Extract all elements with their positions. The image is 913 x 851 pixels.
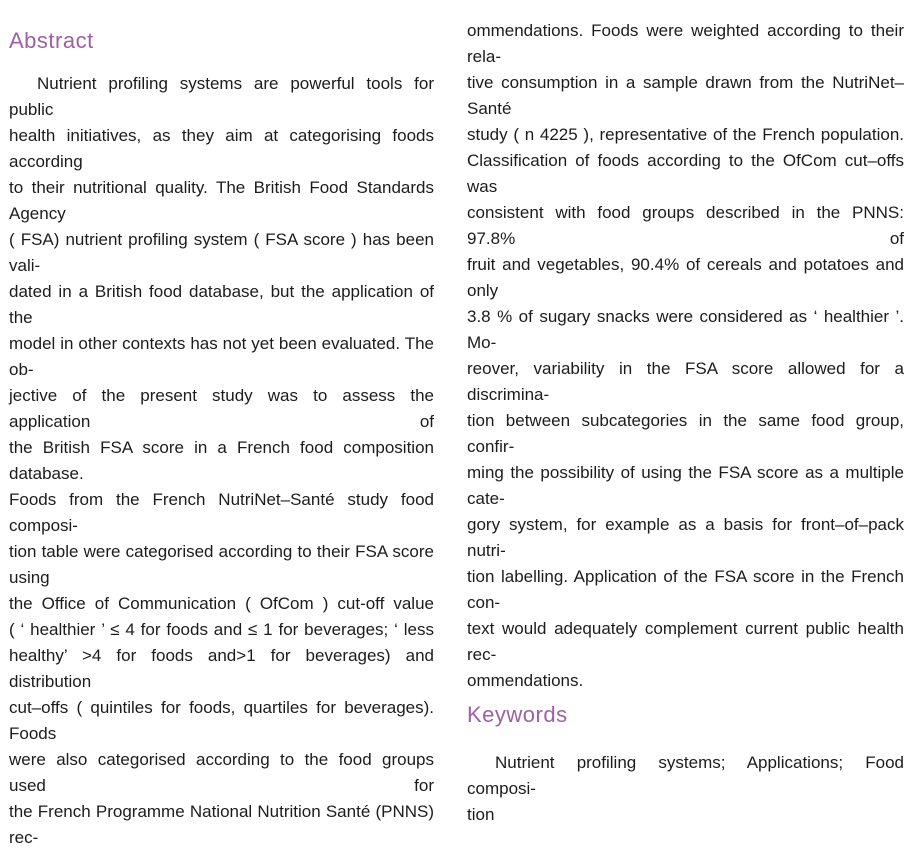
- text-line: ( FSA) nutrient profiling system ( FSA score ) has been vali-: [9, 230, 434, 275]
- right-column: [467, 0, 904, 828]
- text-line: tion labelling. Application of the FSA score in the French con-: [467, 567, 904, 612]
- text-line: gory system, for example as a basis for front–of–pack nutri-: [467, 515, 904, 560]
- text-line: text would adequately complement current public health rec-: [467, 619, 904, 664]
- abstract-heading: Abstract: [9, 28, 94, 53]
- keywords-heading: Keywords: [467, 702, 568, 727]
- text-line: healthy’ >4 for foods and>1 for beverages) and distribution: [9, 646, 434, 691]
- text-line: tion between subcategories in the same food group, confir-: [467, 411, 904, 456]
- text-line: fruit and vegetables, 90.4% of cereals and potatoes and only: [467, 255, 904, 300]
- text-line: ommendations. Foods were weighted according to their rela-: [467, 21, 904, 66]
- abstract-text-right: [467, 18, 904, 694]
- text-line: study ( n 4225 ), representative of the French population.: [467, 125, 904, 144]
- text-line: dated in a British food database, but the application of the: [9, 282, 434, 327]
- text-line: ( ‘ healthier ’ ≤ 4 for foods and ≤ 1 for beverages; ‘ less: [9, 620, 434, 639]
- text-line: tive consumption in a sample drawn from the NutriNet–Santé: [467, 73, 904, 118]
- text-line: model in other contexts has not yet been evaluated. The ob-: [9, 334, 434, 379]
- text-line: consistent with food groups described in the PNNS: 97.8% of: [467, 203, 904, 248]
- text-line: the French Programme National Nutrition Santé (PNNS) rec-: [9, 802, 434, 847]
- keywords-text: [467, 750, 904, 828]
- abstract-text-left: [9, 71, 434, 851]
- text-line: reover, variability in the FSA score allowed for a discrimina-: [467, 359, 904, 404]
- text-line: to their nutritional quality. The British Food Standards Agency: [9, 178, 434, 223]
- left-column: [9, 0, 434, 851]
- text-line: Nutrient profiling systems; Applications; Food composi-: [467, 753, 904, 798]
- text-line: tion: [467, 805, 495, 824]
- text-line: tion table were categorised according to their FSA score using: [9, 542, 434, 587]
- text-line: ming the possibility of using the FSA score as a multiple cate-: [467, 463, 904, 508]
- text-line: were also categorised according to the food groups used for: [9, 750, 434, 795]
- text-line: ommendations.: [467, 671, 584, 690]
- text-line: Nutrient profiling systems are powerful tools for public: [9, 74, 434, 119]
- text-line: Classification of foods according to the OfCom cut–offs was: [467, 151, 904, 196]
- text-line: jective of the present study was to assess the application of: [9, 386, 434, 431]
- text-line: health initiatives, as they aim at categorising foods according: [9, 126, 434, 171]
- text-line: Foods from the French NutriNet–Santé study food composi-: [9, 490, 434, 535]
- text-line: the British FSA score in a French food composition database.: [9, 438, 434, 483]
- text-line: cut–offs ( quintiles for foods, quartiles for beverages). Foods: [9, 698, 434, 743]
- text-line: 3.8 % of sugary snacks were considered as ‘ healthier ’. Mo-: [467, 307, 904, 352]
- text-line: the Office of Communication ( OfCom ) cut-off value: [9, 594, 434, 613]
